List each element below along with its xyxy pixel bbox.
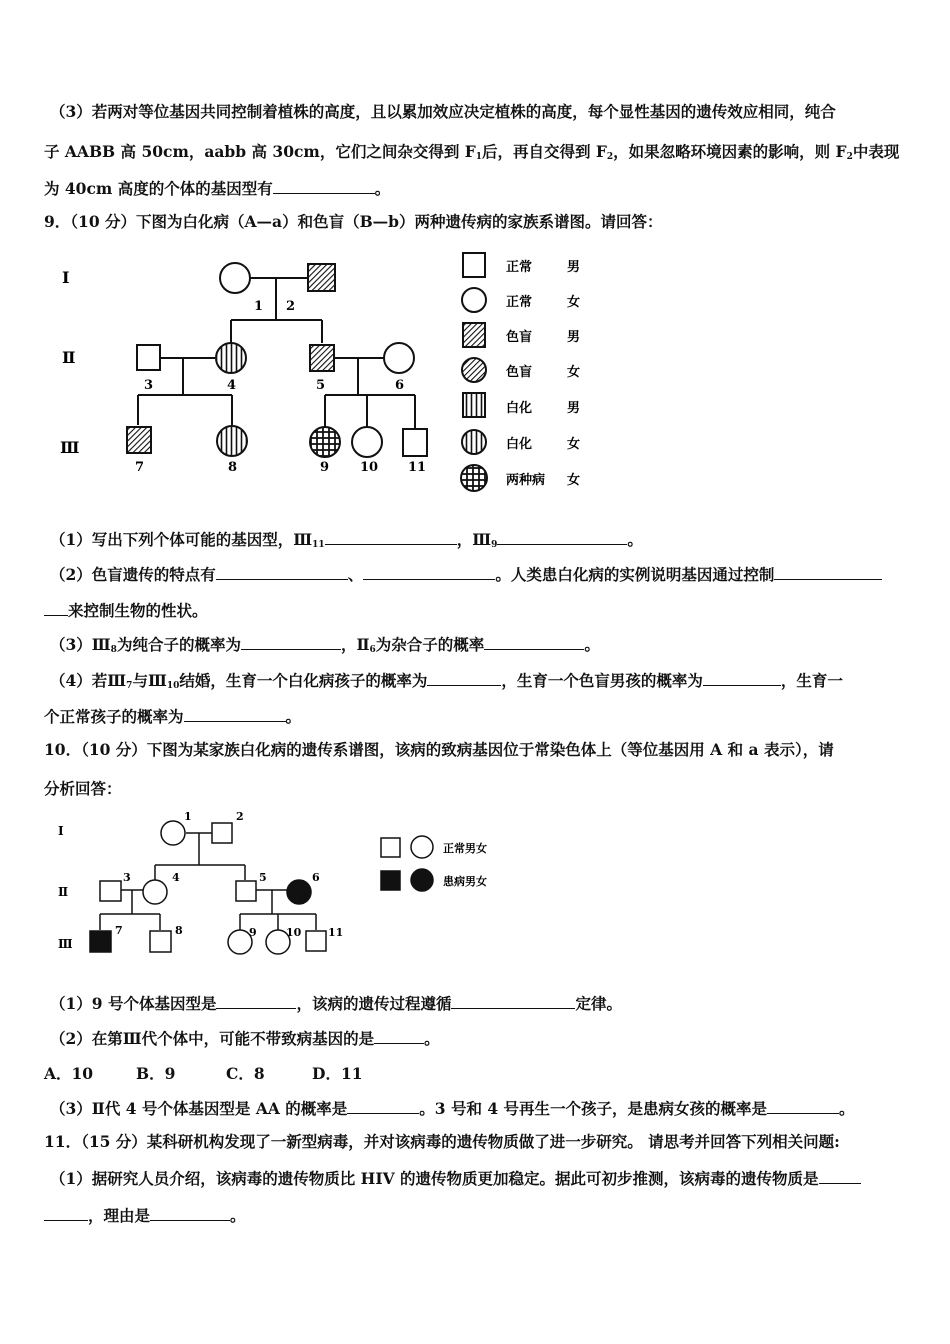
q8-3-line2: 子 AABB 高 50cm，aabb 高 30cm，它们之间杂交得到 $F_1$后，再自交得到 $F_2$，如果忽略环境因素的影响，则 $F_2$中表现 — [44, 142, 900, 162]
label-11: 11 — [328, 926, 344, 939]
individual-1-normal-female — [220, 263, 250, 293]
legend-label: 白化 — [506, 401, 533, 416]
label-6: 6 — [395, 378, 405, 393]
individual-7-affected-male — [90, 931, 111, 952]
answer-blank[interactable] — [703, 670, 781, 686]
individual-3-normal-male — [100, 881, 121, 901]
label-10: 10 — [360, 460, 379, 475]
label-11: 11 — [408, 460, 427, 475]
legend-label: 正常 — [506, 295, 533, 310]
answer-blank[interactable] — [216, 564, 348, 580]
answer-blank[interactable] — [44, 600, 68, 616]
option-d[interactable]: D．11 — [312, 1064, 363, 1083]
answer-blank[interactable] — [451, 993, 575, 1009]
individual-8-normal-male — [150, 931, 171, 952]
q11-1-cont: ，理由是 。 — [44, 1205, 246, 1226]
answer-blank[interactable] — [216, 993, 296, 1009]
legend-sex: 女 — [567, 473, 581, 488]
q10-options — [44, 1064, 363, 1084]
answer-blank[interactable] — [44, 1205, 88, 1221]
legend-both-female-symbol — [461, 465, 487, 491]
individual-7-colorblind-male — [127, 427, 151, 453]
legend-label: 两种病 — [506, 473, 546, 488]
generation-I: Ⅰ — [58, 824, 64, 838]
individual-10-normal-female — [352, 427, 382, 457]
label-1: 1 — [184, 810, 192, 823]
generation-III: Ⅲ — [60, 438, 80, 457]
generation-I: Ⅰ — [62, 268, 70, 287]
q10-2: （2）在第Ⅲ代个体中，可能不带致病基因的是 。 — [50, 1029, 440, 1048]
q9-1: （1）写出下列个体可能的基因型，$Ⅲ_{11}$ ，$Ⅲ_9$ 。 — [50, 530, 643, 550]
answer-blank[interactable] — [273, 178, 375, 194]
answer-blank[interactable] — [774, 564, 882, 580]
label-8: 8 — [228, 460, 238, 475]
answer-blank[interactable] — [347, 1098, 419, 1114]
legend-normal-female-symbol — [462, 288, 486, 312]
answer-blank[interactable] — [241, 634, 341, 650]
q11-1: （1）据研究人员介绍，该病毒的遗传物质比 HIV 的遗传物质更加稳定。据此可初步推测，该病毒的遗传物质是 — [50, 1168, 861, 1189]
individual-11-normal-male — [306, 931, 326, 951]
q10-header: 10．（10 分）下图为某家族白化病的遗传系谱图，该病的致病基因位于常染色体上（等位基因用 A 和 a 表示），请 — [44, 740, 834, 759]
generation-III: Ⅲ — [58, 937, 73, 951]
option-a[interactable]: A．10 — [44, 1064, 94, 1083]
option-c[interactable]: C．8 — [226, 1064, 265, 1083]
q10-header-2: 分析回答： — [44, 779, 122, 798]
legend-albino-male-symbol — [463, 393, 485, 417]
q9-4-cont: 个正常孩子的概率为 。 — [44, 707, 302, 726]
legend-sex: 男 — [567, 330, 581, 345]
answer-blank[interactable] — [819, 1168, 861, 1184]
q10-pedigree-figure — [40, 808, 510, 968]
legend-sex: 男 — [567, 401, 581, 416]
label-2: 2 — [286, 299, 296, 314]
label-9: 9 — [320, 460, 330, 475]
individual-9-both-diseases-female — [310, 427, 340, 457]
q9-2: （2）色盲遗传的特点有 、 。人类患白化病的实例说明基因通过控制 — [50, 564, 882, 585]
individual-4-normal-female — [143, 880, 167, 904]
answer-blank[interactable] — [484, 634, 584, 650]
legend-sex: 女 — [567, 365, 581, 380]
legend-albino-female-symbol — [462, 430, 486, 454]
label-2: 2 — [236, 810, 244, 823]
answer-blank[interactable] — [767, 1098, 839, 1114]
label-1: 1 — [254, 299, 264, 314]
q8-3-line3: 为 40cm 高度的个体的基因型有 。 — [44, 179, 391, 198]
legend-sex: 男 — [567, 260, 581, 275]
generation-II: Ⅱ — [58, 885, 69, 899]
q9-header: 9．（10 分）下图为白化病（A—a）和色盲（B—b）两种遗传病的家族系谱图。请回答： — [44, 212, 663, 231]
legend-normal-female-symbol — [411, 836, 433, 858]
individual-3-normal-male — [137, 345, 160, 370]
individual-6-normal-female — [384, 343, 414, 373]
label-5: 5 — [316, 378, 326, 393]
label-5: 5 — [259, 871, 267, 884]
q10-1: （1）9 号个体基因型是 ，该病的遗传过程遵循 定律。 — [50, 994, 622, 1013]
q9-legend — [461, 253, 580, 491]
label-6: 6 — [312, 871, 320, 884]
legend-normal-male-symbol — [463, 253, 485, 277]
legend-affected-male-symbol — [381, 871, 400, 890]
legend-colorblind-female-symbol — [462, 358, 486, 382]
legend-label: 色盲 — [506, 330, 533, 345]
option-b[interactable]: B．9 — [136, 1064, 176, 1083]
legend-affected-female-symbol — [411, 869, 433, 891]
q8-3-line1: （3）若两对等位基因共同控制着植株的高度，且以累加效应决定植株的高度，每个显性基因的遗传效应相同，纯合 — [50, 102, 836, 121]
generation-II: Ⅱ — [62, 348, 76, 367]
label-4: 4 — [227, 378, 237, 393]
label-3: 3 — [123, 871, 131, 884]
legend-colorblind-male-symbol — [463, 323, 485, 347]
legend-normal-male-symbol — [381, 838, 400, 857]
answer-blank[interactable] — [184, 706, 286, 722]
legend-normal-label: 正常男女 — [443, 842, 487, 855]
answer-blank[interactable] — [374, 1028, 424, 1044]
individual-6-affected-female — [287, 880, 311, 904]
legend-sex: 女 — [567, 295, 581, 310]
label-4: 4 — [172, 871, 180, 884]
answer-blank[interactable] — [325, 529, 457, 545]
individual-2-normal-male — [212, 823, 232, 843]
label-7: 7 — [135, 460, 145, 475]
q9-2-cont: 来控制生物的性状。 — [44, 600, 208, 621]
q11-header: 11．（15 分）某科研机构发现了一新型病毒，并对该病毒的遗传物质做了进一步研究。 请思考并回答下列相关问题: — [44, 1132, 840, 1151]
individual-5-colorblind-male — [310, 345, 334, 371]
legend-sex: 女 — [567, 437, 581, 452]
individual-4-albino-female — [216, 343, 246, 373]
q9-4: （4）若$Ⅲ_7$与$Ⅲ_{10}$结婚，生育一个白化病孩子的概率为 ，生育一个色盲男孩的概率为 ，生育一 — [50, 671, 843, 691]
answer-blank[interactable] — [427, 670, 501, 686]
answer-blank[interactable] — [150, 1205, 230, 1221]
label-10: 10 — [286, 926, 302, 939]
label-7: 7 — [115, 924, 123, 937]
q9-pedigree-figure — [40, 245, 600, 500]
legend-label: 正常 — [506, 260, 533, 275]
individual-11-normal-male — [403, 429, 427, 456]
label-9: 9 — [249, 926, 257, 939]
label-3: 3 — [144, 378, 154, 393]
individual-5-normal-male — [236, 881, 256, 901]
legend-label: 色盲 — [506, 365, 533, 380]
individual-8-albino-female — [217, 426, 247, 456]
individual-2-colorblind-male — [308, 264, 335, 291]
q10-3: （3）Ⅱ代 4 号个体基因型是 AA 的概率是 。3 号和 4 号再生一个孩子，是患病女孩的概率是 。 — [50, 1099, 855, 1118]
answer-blank[interactable] — [363, 564, 495, 580]
individual-1-normal-female — [161, 821, 185, 845]
legend-label: 白化 — [506, 437, 533, 452]
q9-3: $(3)Ⅲ_8$为纯合子的概率为 ，$Ⅱ_6$为杂合子的概率 。 — [50, 635, 600, 655]
legend-affected-label: 患病男女 — [443, 875, 487, 888]
answer-blank[interactable] — [497, 529, 627, 545]
label-8: 8 — [175, 924, 183, 937]
